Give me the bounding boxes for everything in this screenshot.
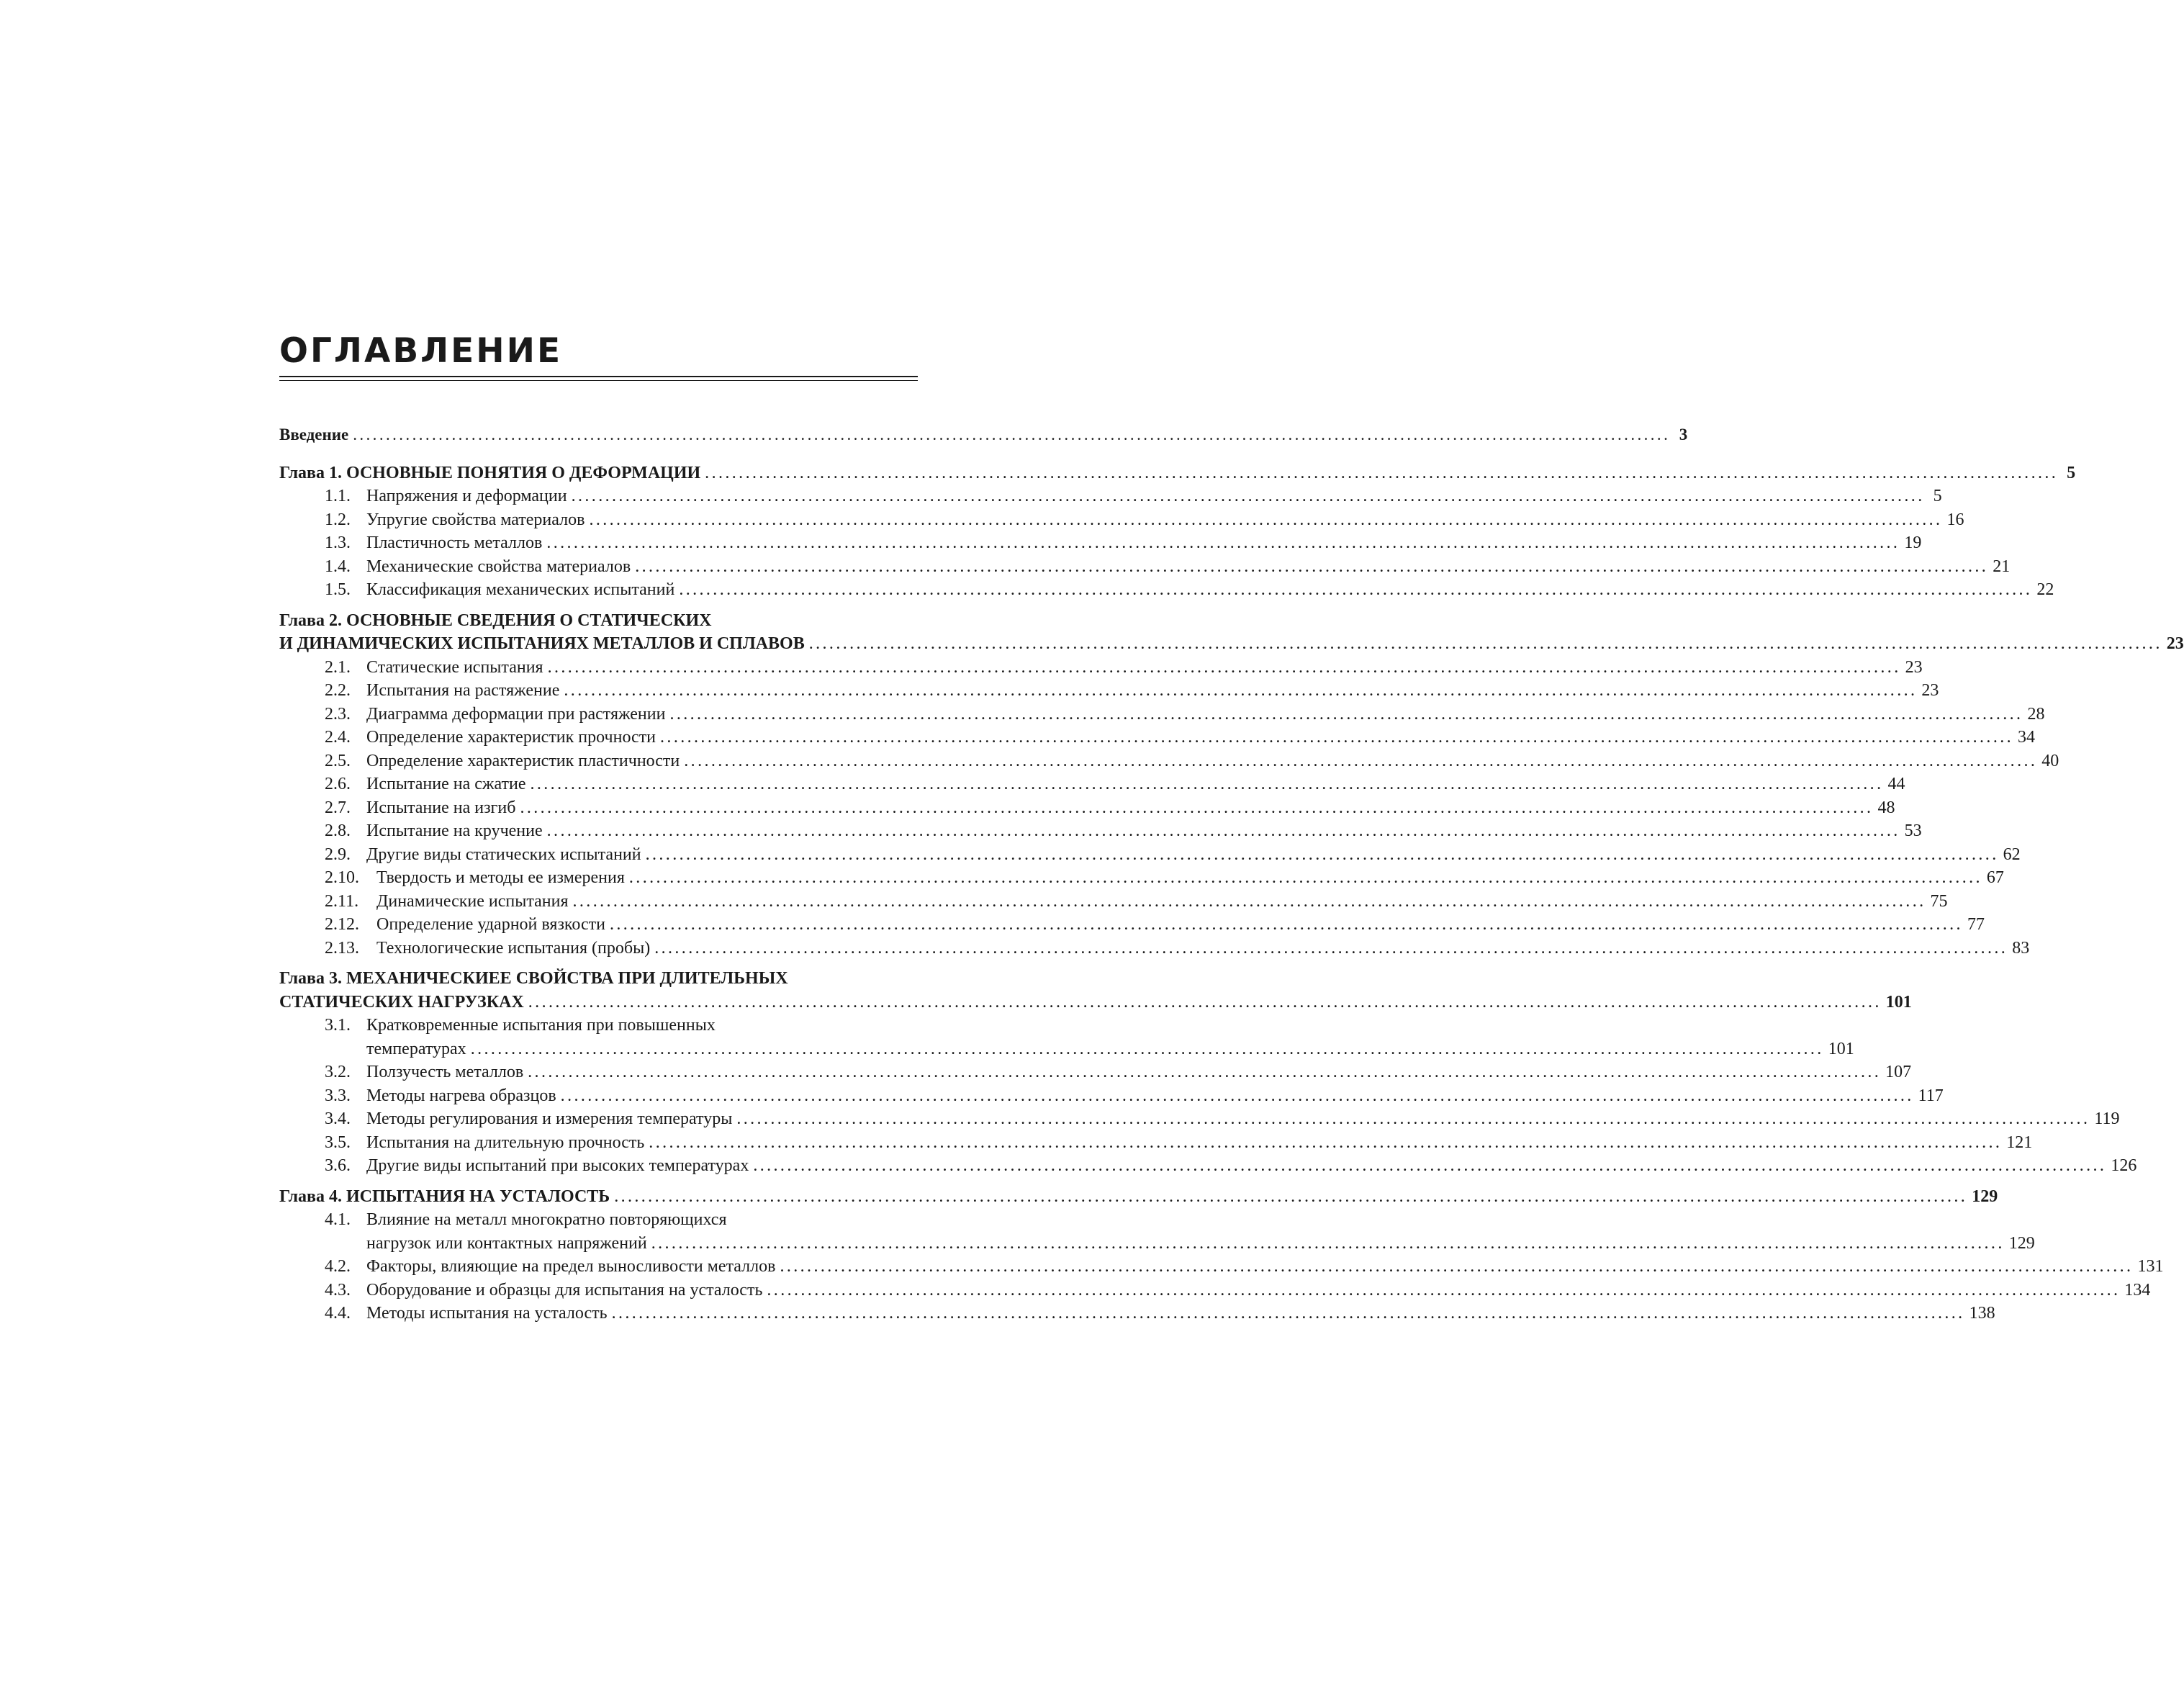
section-title: Ползучесть металлов (366, 1063, 524, 1081)
toc-section[interactable] (279, 866, 2004, 890)
toc-section[interactable] (279, 1107, 2120, 1131)
section-number: 2.9. (325, 845, 351, 864)
page-number: 23 (1921, 681, 1939, 700)
section-number: 3.5. (325, 1133, 351, 1152)
page-number: 34 (2018, 728, 2036, 747)
page-number: 28 (2027, 704, 2045, 724)
section-number: 1.1. (325, 487, 351, 505)
dot-leader: ........................................................................................................................................................................................................ (645, 845, 1999, 864)
toc-section[interactable] (279, 1154, 2137, 1178)
chapter-title-line1: Глава 2. ОСНОВНЫЕ СВЕДЕНИЯ О СТАТИЧЕСКИХ (279, 611, 712, 630)
toc-section-line1[interactable] (279, 1014, 918, 1037)
section-title: Динамические испытания (376, 891, 569, 911)
dot-leader: ........................................................................................................................................................................................................ (753, 1156, 2107, 1175)
section-title: Методы нагрева образцов (366, 1086, 556, 1105)
toc-section[interactable] (279, 1131, 2033, 1155)
page-number: 5 (1933, 487, 1942, 505)
page-number: 16 (1946, 510, 1964, 529)
section-number: 2.7. (325, 798, 351, 817)
section-number: 2.4. (325, 728, 351, 747)
dot-leader: ........................................................................................................................................................................................................ (628, 868, 1982, 887)
section-title-line2: температурах (366, 1039, 466, 1058)
page-number: 53 (1904, 821, 1922, 840)
chapter-title-line2: И ДИНАМИЧЕСКИХ ИСПЫТАНИЯХ МЕТАЛЛОВ И СПЛАВОВ (279, 634, 805, 653)
section-number: 1.4. (325, 557, 351, 576)
toc-section[interactable] (279, 913, 1985, 937)
chapter-title-line1: Глава 3. МЕХАНИЧЕСКИЕЕ СВОЙСТВА ПРИ ДЛИТЕЛЬНЫХ (279, 969, 788, 988)
dot-leader: ........................................................................................................................................................................................................ (611, 1304, 1965, 1323)
page-number: 131 (2137, 1257, 2164, 1276)
toc-chapter-3[interactable] (279, 991, 1912, 1014)
section-title: Упругие свойства материалов (366, 510, 585, 529)
section-title: Механические свойства материалов (366, 557, 631, 576)
dot-leader: ........................................................................................................................................................................................................ (780, 1257, 2134, 1276)
toc-section[interactable] (279, 890, 1948, 914)
toc-section[interactable] (279, 749, 2059, 773)
section-title: Определение характеристик пластичности (366, 751, 680, 770)
section-title: Факторы, влияющие на предел выносливости металлов (366, 1257, 776, 1276)
section-title: Технологические испытания (пробы) (376, 938, 651, 958)
page-number: 101 (1885, 992, 1912, 1012)
toc-section-line1[interactable] (279, 1208, 918, 1232)
section-title: Напряжения и деформации (366, 487, 567, 505)
page-number: 3 (1679, 425, 1688, 443)
dot-leader: ........................................................................................................................................................................................................ (528, 1063, 1882, 1081)
toc-section[interactable] (279, 773, 1905, 796)
page-number: 23 (1905, 657, 1923, 677)
section-title: Статические испытания (366, 657, 543, 677)
section-number: 2.10. (325, 868, 359, 887)
dot-leader: ........................................................................................................................................................................................................ (589, 510, 1943, 529)
toc-chapter-4[interactable] (279, 1185, 1998, 1209)
dot-leader: ........................................................................................................................................................................................................ (353, 425, 1671, 443)
toc-section[interactable] (279, 937, 2030, 960)
dot-leader: ........................................................................................................................................................................................................ (684, 751, 2038, 770)
page-number: 75 (1930, 891, 1948, 911)
section-title: Классификация механических испытаний (366, 580, 675, 599)
section-title: Испытания на длительную прочность (366, 1133, 645, 1152)
section-number: 3.6. (325, 1156, 351, 1175)
page-number: 21 (1993, 557, 2011, 576)
toc-section[interactable] (279, 796, 1895, 820)
chapter-title-line2: СТАТИЧЕСКИХ НАГРУЗКАХ (279, 992, 524, 1012)
dot-leader: ........................................................................................................................................................................................................ (560, 1086, 1914, 1105)
page-number: 121 (2006, 1133, 2033, 1152)
section-title: Пластичность металлов (366, 533, 543, 552)
dot-leader: ........................................................................................................................................................................................................ (470, 1039, 1824, 1058)
toc-section[interactable] (279, 531, 1922, 555)
dot-leader: ........................................................................................................................................................................................................ (649, 1133, 2003, 1152)
section-title: Испытания на растяжение (366, 681, 560, 700)
dot-leader: ........................................................................................................................................................................................................ (546, 533, 1900, 552)
section-number: 2.6. (325, 775, 351, 793)
section-title-line1: Влияние на металл многократно повторяющихся (366, 1210, 727, 1229)
toc-section[interactable] (279, 656, 1923, 680)
section-number: 2.12. (325, 915, 359, 934)
page-number: 119 (2094, 1109, 2120, 1128)
dot-leader: ........................................................................................................................................................................................................ (614, 1187, 1968, 1206)
page-number: 117 (1918, 1086, 1944, 1105)
page-number: 23 (2166, 634, 2184, 653)
dot-leader: ........................................................................................................................................................................................................ (635, 557, 1989, 576)
section-title: Методы испытания на усталость (366, 1304, 608, 1323)
dot-leader: ........................................................................................................................................................................................................ (546, 821, 1900, 840)
section-number: 1.5. (325, 580, 351, 599)
toc-section[interactable] (279, 555, 2011, 579)
page-title: ОГЛАВЛЕНИЕ (279, 331, 563, 371)
section-number: 2.5. (325, 751, 351, 770)
toc-section[interactable] (279, 679, 1939, 703)
page-number: 77 (1967, 915, 1985, 934)
toc-chapter-1[interactable] (279, 461, 2076, 485)
section-title: Оборудование и образцы для испытания на усталость (366, 1280, 763, 1300)
dot-leader: ........................................................................................................................................................................................................ (651, 1233, 2005, 1253)
section-number: 3.4. (325, 1109, 351, 1128)
section-title: Испытание на кручение (366, 821, 543, 840)
dot-leader: ........................................................................................................................................................................................................ (530, 775, 1884, 793)
section-number: 2.2. (325, 681, 351, 700)
page-number: 62 (2003, 845, 2021, 864)
toc-section[interactable] (279, 1302, 1995, 1325)
toc-section[interactable] (279, 1279, 2151, 1302)
section-number: 4.4. (325, 1304, 351, 1323)
dot-leader: ........................................................................................................................................................................................................ (767, 1280, 2121, 1300)
table-of-contents (279, 423, 2184, 1325)
section-number: 4.3. (325, 1280, 351, 1300)
dot-leader: ........................................................................................................................................................................................................ (705, 463, 2059, 482)
toc-section[interactable] (279, 843, 2021, 867)
page-number: 126 (2111, 1156, 2137, 1175)
dot-leader: ........................................................................................................................................................................................................ (547, 657, 1901, 677)
dot-leader: ........................................................................................................................................................................................................ (679, 580, 2033, 599)
section-number: 1.2. (325, 510, 351, 529)
section-title: Определение характеристик прочности (366, 728, 656, 747)
page-number: 138 (1969, 1304, 1995, 1323)
toc-section[interactable] (279, 578, 2054, 602)
page-number: 67 (1986, 868, 2004, 887)
section-title: Диаграмма деформации при растяжении (366, 704, 666, 724)
dot-leader: ........................................................................................................................................................................................................ (572, 891, 1926, 911)
dot-leader: ........................................................................................................................................................................................................ (609, 915, 1963, 934)
toc-section[interactable] (279, 485, 1942, 508)
section-title: Методы регулирования и измерения температуры (366, 1109, 733, 1128)
section-title: Другие виды статических испытаний (366, 845, 641, 864)
toc-entry-intro[interactable] (279, 423, 1688, 447)
dot-leader: ........................................................................................................................................................................................................ (669, 704, 2023, 724)
section-number: 3.2. (325, 1063, 351, 1081)
toc-section[interactable] (279, 1255, 2164, 1279)
page-number: 44 (1887, 775, 1905, 793)
section-title: Испытание на сжатие (366, 775, 526, 793)
section-title-line1: Кратковременные испытания при повышенных (366, 1016, 716, 1035)
section-number: 2.8. (325, 821, 351, 840)
toc-section[interactable] (279, 1084, 1944, 1108)
toc-section[interactable] (279, 508, 1964, 532)
page-number: 5 (2067, 463, 2076, 482)
section-number: 2.3. (325, 704, 351, 724)
dot-leader: ........................................................................................................................................................................................................ (660, 728, 2014, 747)
section-title: Твердость и методы ее измерения (376, 868, 625, 887)
section-number: 4.2. (325, 1257, 351, 1276)
title-rule-thick (279, 376, 918, 377)
page-number: 129 (2008, 1233, 2035, 1253)
toc-section[interactable] (279, 703, 2045, 726)
toc-chapter-2[interactable] (279, 632, 2184, 656)
section-title: Испытание на изгиб (366, 798, 516, 817)
dot-leader: ........................................................................................................................................................................................................ (571, 487, 1925, 505)
dot-leader: ........................................................................................................................................................................................................ (520, 798, 1874, 817)
section-number: 1.3. (325, 533, 351, 552)
toc-section[interactable] (279, 726, 2036, 749)
section-number: 4.1. (325, 1210, 351, 1229)
page-number: 48 (1877, 798, 1895, 817)
toc-section-line2[interactable] (279, 1037, 1854, 1061)
section-title: Определение ударной вязкости (376, 915, 605, 934)
page-number: 107 (1885, 1063, 1912, 1081)
toc-section-line2[interactable] (279, 1232, 2035, 1256)
section-number: 2.1. (325, 657, 351, 677)
chapter-title: Глава 4. ИСПЫТАНИЯ НА УСТАЛОСТЬ (279, 1187, 610, 1206)
toc-section[interactable] (279, 819, 1922, 843)
chapter-title: Глава 1. ОСНОВНЫЕ ПОНЯТИЯ О ДЕФОРМАЦИИ (279, 463, 701, 482)
section-number: 2.11. (325, 891, 359, 911)
page-number: 134 (2124, 1280, 2151, 1300)
dot-leader: ........................................................................................................................................................................................................ (654, 938, 2008, 958)
entry-title: Введение (279, 425, 349, 443)
dot-leader: ........................................................................................................................................................................................................ (528, 992, 1882, 1012)
page-number: 22 (2036, 580, 2054, 599)
dot-leader: ........................................................................................................................................................................................................ (564, 681, 1918, 700)
toc-section[interactable] (279, 1061, 1912, 1084)
dot-leader: ........................................................................................................................................................................................................ (808, 634, 2162, 653)
section-number: 2.13. (325, 938, 359, 958)
page-number: 19 (1904, 533, 1922, 552)
section-title: Другие виды испытаний при высоких температурах (366, 1156, 749, 1175)
section-title-line2: нагрузок или контактных напряжений (366, 1233, 647, 1253)
page-number: 101 (1828, 1039, 1854, 1058)
section-number: 3.1. (325, 1016, 351, 1035)
section-number: 3.3. (325, 1086, 351, 1105)
page-number: 40 (2041, 751, 2059, 770)
page-number: 129 (1972, 1187, 1998, 1206)
page-number: 83 (2012, 938, 2030, 958)
dot-leader: ........................................................................................................................................................................................................ (736, 1109, 2090, 1128)
title-rule-thin (279, 380, 918, 381)
